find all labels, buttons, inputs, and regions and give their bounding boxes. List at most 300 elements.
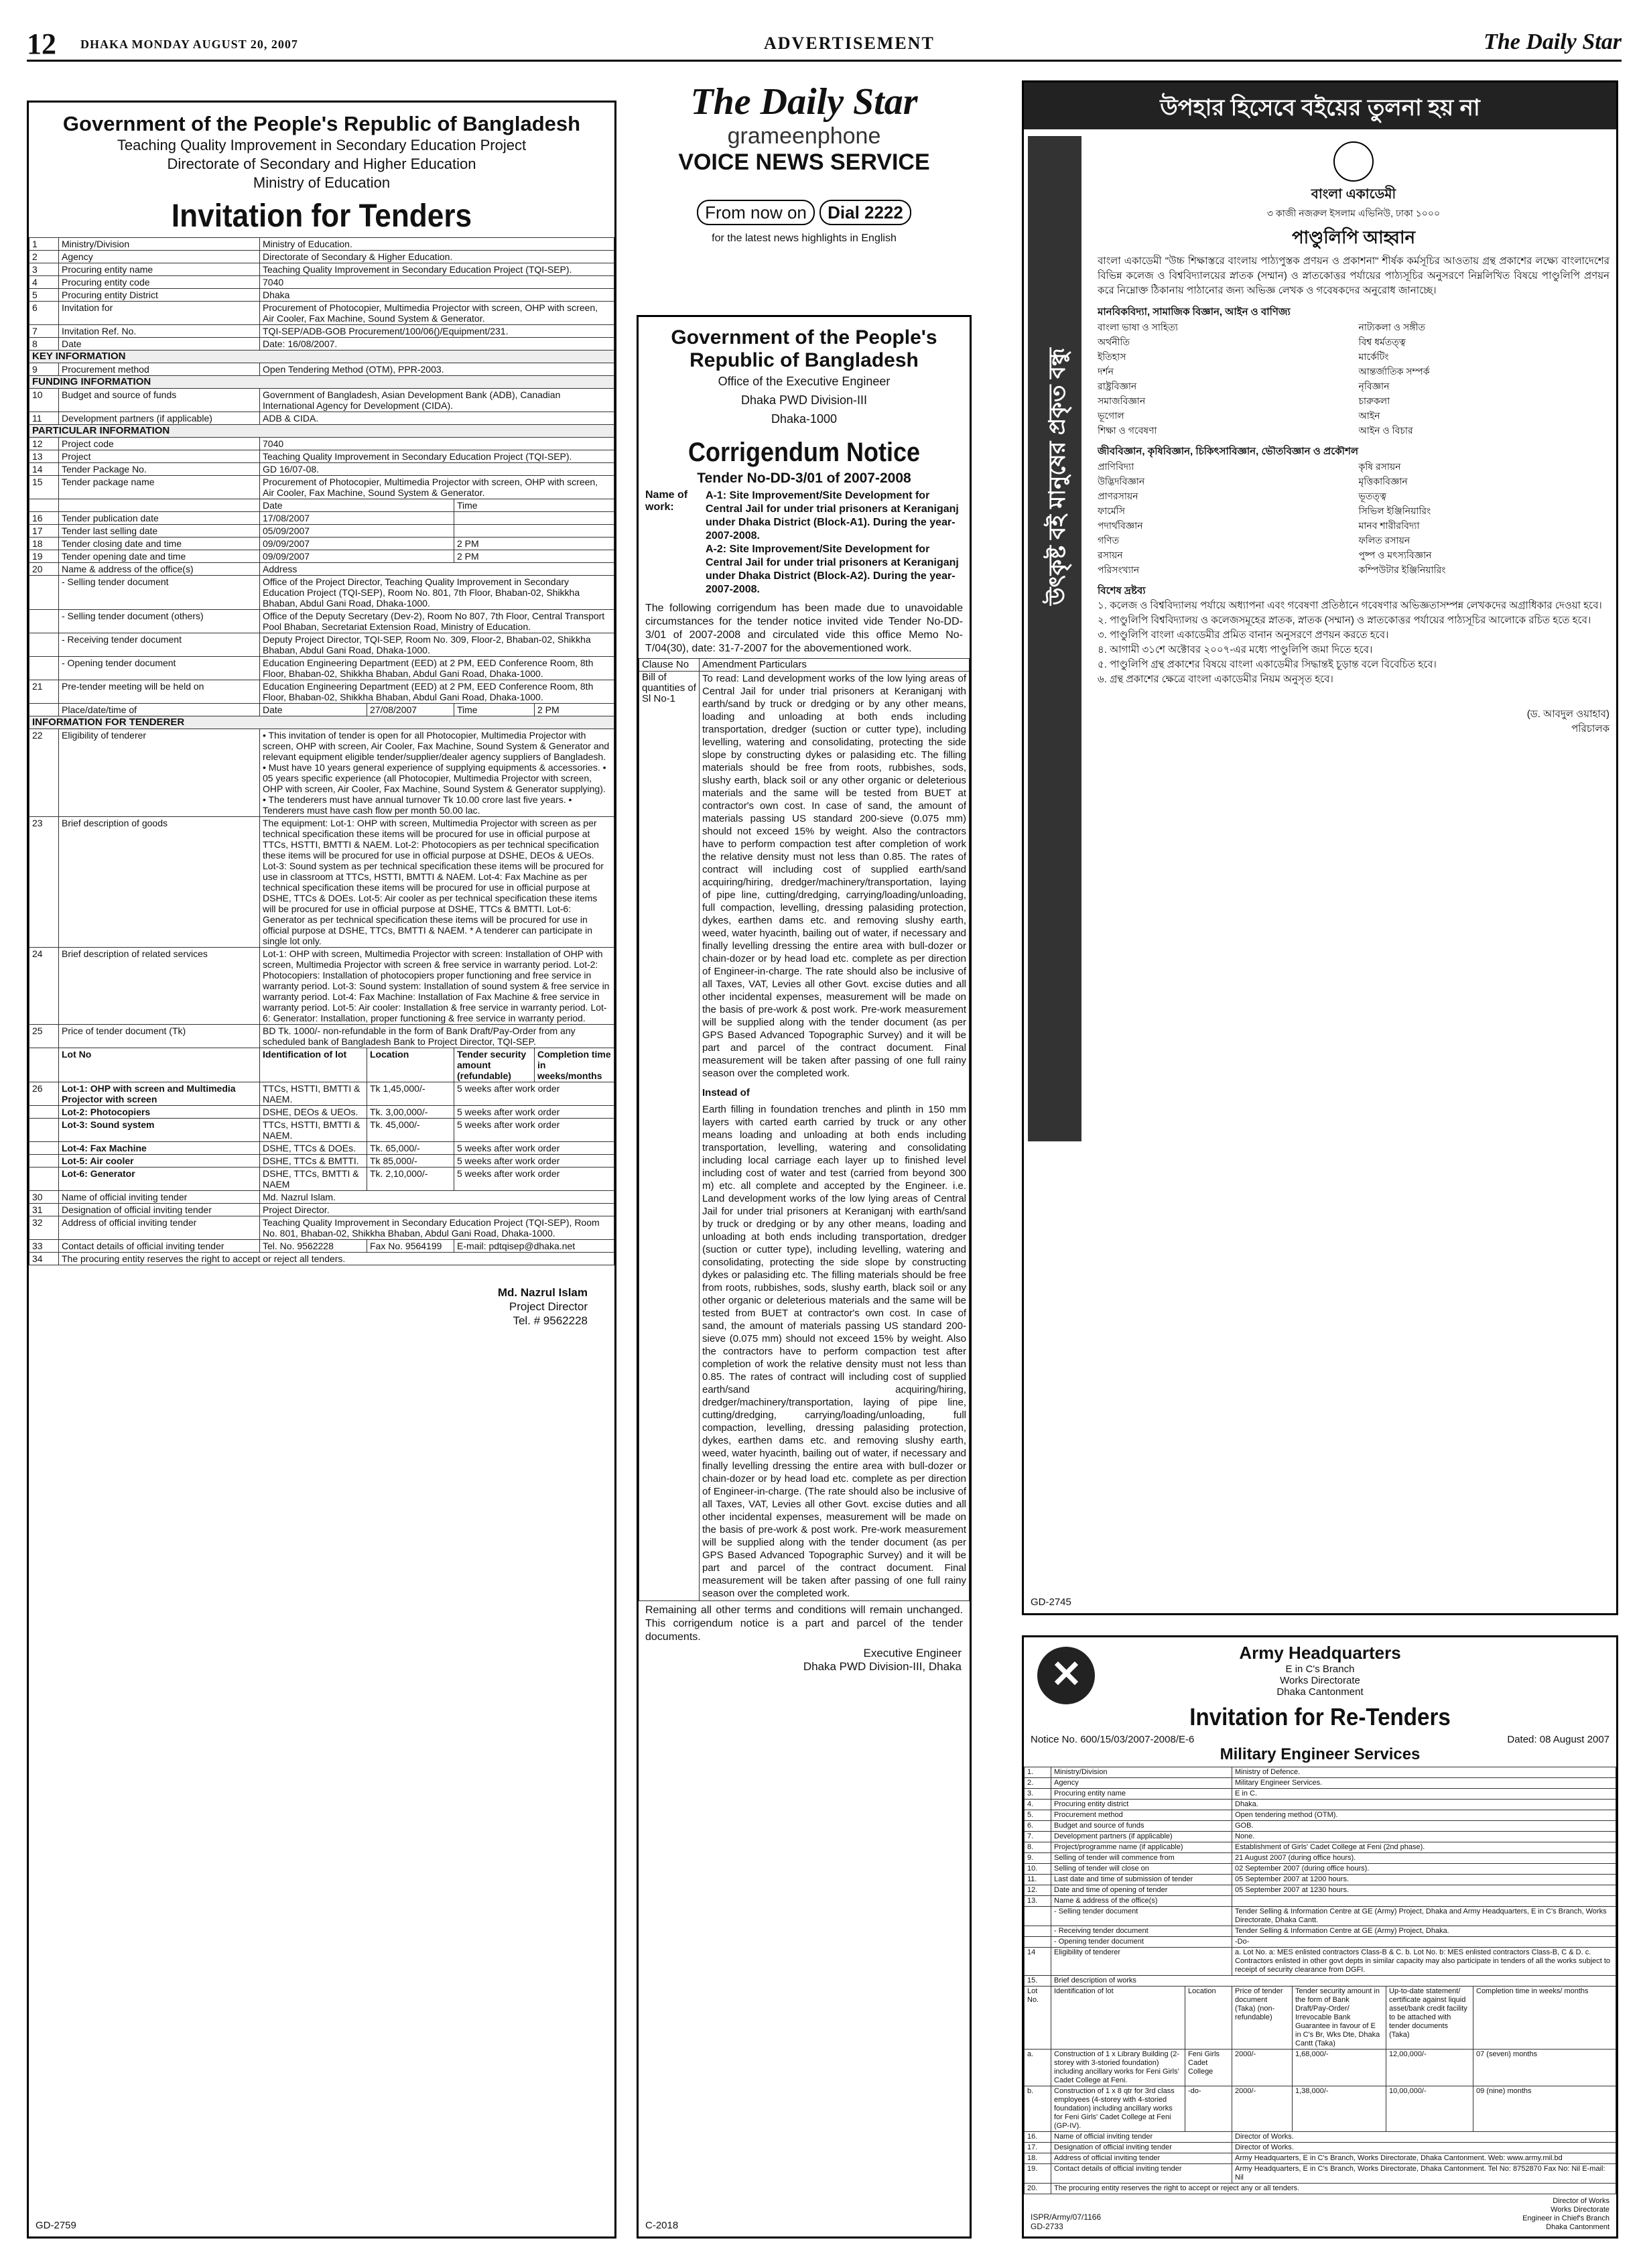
table-cell: 2 [29, 251, 59, 263]
list-item: আইন [1358, 410, 1380, 421]
table-row [1025, 1976, 1616, 1987]
table-cell: E in C. [1232, 1789, 1616, 1800]
table-cell: Open Tendering Method (OTM), PPR-2003. [260, 363, 614, 376]
table-cell: 20 [29, 563, 59, 576]
table-cell: 2 PM [535, 704, 614, 716]
table-row [29, 289, 614, 302]
list-item: উদ্ভিদবিজ্ঞান [1098, 476, 1145, 487]
table-cell: 10,00,000/- [1386, 2086, 1473, 2132]
table-cell [29, 1048, 59, 1082]
table-cell: 14 [29, 463, 59, 476]
table-row [29, 338, 614, 351]
table-cell: 2000/- [1232, 2050, 1293, 2086]
table-cell: 9 [29, 363, 59, 376]
table-row [29, 550, 614, 563]
table-row [29, 1048, 614, 1082]
army-codes [1031, 2212, 1101, 2231]
dsv-partner: grameenphone [727, 123, 881, 149]
table-cell: Procuring entity District [59, 289, 260, 302]
table-row [29, 476, 614, 499]
table-cell: Government of Bangladesh, Asian Development Bank (ADB), Canadian International Agency for Development (CIDA). [260, 389, 614, 412]
ba-banner: উপহার হিসেবে বইয়ের তুলনা হয় না [1024, 82, 1616, 129]
table-row [1025, 1821, 1616, 1832]
list-item: মানব শারীরবিদ্যা [1358, 520, 1420, 531]
table-cell: Construction of 1 x 8 qtr for 3rd class employees (4-storey with 4-storied foundation) including ancillary works for Feni Girls' Cadet College at Feni (GP-IV). [1051, 2086, 1185, 2132]
list-item: রসায়ন [1098, 550, 1123, 560]
table-cell: Up-to-date statement/ certificate against liquid asset/bank credit facility to be attached with tender documents (Taka) [1386, 1987, 1473, 2050]
table-cell: - Receiving tender document [1051, 1926, 1232, 1937]
ba-group1: মানবিকবিদ্যা, সামাজিক বিজ্ঞান, আইন ও বাণিজ্য [1098, 306, 1291, 318]
list-item: পদার্থবিজ্ঞান [1098, 520, 1143, 531]
ba-side-text: উৎকৃষ্ট বই মানুষের প্রকৃত বন্ধু [1045, 348, 1070, 605]
corr-instead: Instead of [702, 1087, 750, 1098]
table-row [1025, 2153, 1616, 2164]
note-item: ৪. আগামী ৩১শে অক্টোবর ২০০৭-এর মধ্যে পাণ্ডুলিপি জমা দিতে হবে। [1098, 644, 1373, 655]
table-cell: 16 [29, 512, 59, 525]
table-cell: Tender publication date [59, 512, 260, 525]
table-cell: Education Engineering Department (EED) at 2 PM, EED Conference Room, 8th Floor, Bhaban-02, Shikkha Bhaban, Abdul Gani Road, Dhaka-1000. [260, 680, 614, 704]
army-sig-line: Dhaka Cantonment [1546, 2223, 1609, 2231]
table-cell [29, 1168, 59, 1191]
table-cell: Procurement of Photocopier, Multimedia Projector with screen, OHP with screen, Air Cooler, Fax Machine, Sound System & Generator. [260, 302, 614, 325]
table-row [29, 817, 614, 948]
table-row [1025, 1907, 1616, 1926]
table-cell: Agency [59, 251, 260, 263]
page-number: 12 [27, 27, 56, 60]
table-cell: 02 September 2007 (during office hours). [1232, 1864, 1616, 1875]
table-row [29, 610, 614, 633]
table-cell: Procurement method [1051, 1810, 1232, 1821]
table-row [29, 704, 614, 716]
tqi-sig-name: Md. Nazrul Islam [497, 1286, 588, 1299]
table-cell: Ministry/Division [1051, 1767, 1232, 1778]
table-row [1025, 1864, 1616, 1875]
list-item: ভূগোল [1098, 410, 1124, 421]
table-cell: Education Engineering Department (EED) at 2 PM, EED Conference Room, 8th Floor, Bhaban-02, Shikkha Bhaban, Abdul Gani Road, Dhaka-1000. [260, 657, 614, 680]
table-cell: 5 weeks after work order [454, 1142, 614, 1155]
masthead [27, 27, 1622, 62]
list-item: আন্তর্জাতিক সম্পর্ক [1358, 366, 1430, 377]
table-cell: 32 [29, 1216, 59, 1240]
table-cell: 17/08/2007 [260, 512, 454, 525]
corr-a1: A-1: Site Improvement/Site Development for Central Jail for under trial prisoners at Keraniganj under Dhaka District (Block-A1). During the year-2007-2008. [706, 490, 959, 542]
table-cell: 5 [29, 289, 59, 302]
table-cell: 1. [1025, 1767, 1051, 1778]
work-row [1025, 2086, 1616, 2132]
ba-special: বিশেষ দ্রষ্টব্য [1098, 585, 1146, 596]
table-cell: Project Director. [260, 1204, 614, 1216]
table-cell: 13 [29, 450, 59, 463]
table-cell: Time [454, 704, 535, 716]
corr-table [639, 658, 970, 1601]
table-cell: Date [59, 338, 260, 351]
table-cell: Dhaka. [1232, 1800, 1616, 1810]
table-cell: Time [454, 499, 614, 512]
table-cell: Lot-5: Air cooler [59, 1155, 260, 1168]
table-cell: - Receiving tender document [59, 633, 260, 657]
table-row [29, 389, 614, 412]
table-row [29, 499, 614, 512]
table-cell: Tender Selling & Information Centre at GE (Army) Project, Dhaka and Army Headquarters, E in C's Branch, Works Directorate, Dhaka Cantt. [1232, 1907, 1616, 1926]
table-cell: 7040 [260, 276, 614, 289]
table-row [29, 729, 614, 817]
table-row [29, 525, 614, 538]
table-cell [29, 657, 59, 680]
table-cell: b. [1025, 2086, 1051, 2132]
table-cell: 15. [1025, 1976, 1051, 1987]
corr-intro: The following corrigendum has been made due to unavoidable circumstances for the tender notice invited vide Tender No-DD-3/01 of 2007-2008 and circulated vide this office Memo No-T/04(30), date: 31-7-2007 for the abovementioned work. [645, 603, 963, 654]
army-table [1024, 1767, 1616, 2194]
table-row [1025, 1853, 1616, 1864]
table-cell: 2. [1025, 1778, 1051, 1789]
table-row [29, 1204, 614, 1216]
table-cell: 24 [29, 948, 59, 1025]
table-cell: Completion time in weeks/months [535, 1048, 614, 1082]
table-cell: - Selling tender document [59, 576, 260, 610]
dsv-dial-from: From now on [697, 200, 815, 225]
table-cell: Location [1185, 1987, 1232, 2050]
table-cell: Designation of official inviting tender [1051, 2143, 1232, 2153]
table-cell: 05/09/2007 [260, 525, 454, 538]
ba-group2: জীববিজ্ঞান, কৃষিবিজ্ঞান, চিকিৎসাবিজ্ঞান, ভৌতবিজ্ঞান ও প্রকৌশল [1098, 446, 1359, 457]
table-cell: Office of the Project Director, Teaching Quality Improvement in Secondary Education Project (TQI-SEP), Room No. 801, 7th Floor, Bhaban-02, Shikkha Bhaban, Abdul Gani Road, Dhaka-1000. [260, 576, 614, 610]
table-cell: Selling of tender will commence from [1051, 1853, 1232, 1864]
tqi-sig-title: Project Director [509, 1300, 588, 1313]
table-row [1025, 1937, 1616, 1948]
table-cell: • This invitation of tender is open for all Photocopier, Multimedia Projector with screen, OHP with screen, Air Cooler, Fax Machine, Sound System & Generator and relevant equipment eligible tender/supplier/dealer agency suppliers of Bangladesh. • Must have 10 years general experience of supplying equipments & accessories. • 05 years specific experience (all Photocopier, Multimedia Projector with screen, OHP with screen, Air Cooler, Fax Machine, Sound System & Generator supplying). • The tenderers must have annual turnover Tk 10.00 crore last five years. • Tenderers must have cash flow per month 50.00 lac. [260, 729, 614, 817]
ba-addr: ৩ কাজী নজরুল ইসলাম এভিনিউ, ঢাকা ১০০০ [1266, 208, 1441, 218]
corr-title: Corrigendum Notice [687, 438, 921, 467]
list-item: ইতিহাস [1098, 351, 1126, 362]
ba-seal-icon [1333, 141, 1374, 182]
list-item: কৃষি রসায়ন [1358, 461, 1401, 472]
table-cell [29, 1155, 59, 1168]
table-cell: Agency [1051, 1778, 1232, 1789]
tqi-ministry: Ministry of Education [253, 174, 391, 191]
work-row [1025, 2050, 1616, 2086]
table-cell: Procuring entity district [1051, 1800, 1232, 1810]
army-branch: E in C's Branch [1285, 1663, 1355, 1675]
table-cell: 10. [1025, 1864, 1051, 1875]
list-item: ভূতত্ত্ব [1358, 491, 1386, 501]
table-cell: Designation of official inviting tender [59, 1204, 260, 1216]
army-sig-line: Works Directorate [1551, 2206, 1609, 2214]
list-item: মৃত্তিকাবিজ্ঞান [1358, 476, 1408, 487]
table-row [1025, 1842, 1616, 1853]
corr-sig: Executive Engineer [863, 1647, 962, 1659]
table-row [1025, 2132, 1616, 2143]
table-cell: Office of the Deputy Secretary (Dev-2), Room No 807, 7th Floor, Central Transport Pool Bhaban, Secretariat Extension Road, Ministry of Education. [260, 610, 614, 633]
table-cell: Tk 1,45,000/- [367, 1082, 454, 1106]
tqi-code: GD-2759 [36, 2220, 76, 2231]
army-signature [1024, 2194, 1616, 2234]
corr-office: Office of the Executive Engineer [718, 375, 891, 388]
table-cell [29, 1142, 59, 1155]
ba-signature [1098, 707, 1609, 737]
table-cell: Lot-1: OHP with screen and Multimedia Projector with screen [59, 1082, 260, 1106]
table-cell [1232, 1896, 1616, 1907]
table-row [29, 302, 614, 325]
table-cell [29, 1106, 59, 1119]
table-cell: Budget and source of funds [59, 389, 260, 412]
table-cell: GOB. [1232, 1821, 1616, 1832]
list-item: সমাজবিজ্ঞান [1098, 395, 1146, 406]
table-row [29, 563, 614, 576]
note-item: ৫. পাণ্ডুলিপি গ্রন্থ প্রকাশের বিষয়ে বাংলা একাডেমীর সিদ্ধান্তই চূড়ান্ত বলে বিবেচিত হবে। [1098, 659, 1437, 670]
table-cell: Contact details of official inviting tender [1051, 2164, 1232, 2184]
table-row [29, 263, 614, 276]
army-dte: Works Directorate [1280, 1675, 1360, 1686]
army-cant: Dhaka Cantonment [1276, 1686, 1364, 1698]
list-item: অর্থনীতি [1098, 336, 1130, 347]
table-cell: 16. [1025, 2132, 1051, 2143]
army-retender-ad [1022, 1635, 1618, 2239]
table-cell: Feni Girls Cadet College [1185, 2050, 1232, 2086]
corr-amend-hd: Amendment Particulars [700, 659, 970, 672]
table-cell: Establishment of Girls' Cadet College at Feni (2nd phase). [1232, 1842, 1616, 1853]
table-cell: 20. [1025, 2184, 1051, 2194]
table-cell: -do- [1185, 2086, 1232, 2132]
table-cell: Army Headquarters, E in C's Branch, Works Directorate, Dhaka Cantonment. Web: www.army.mil.bd [1232, 2153, 1616, 2164]
table-row [29, 450, 614, 463]
table-cell [1025, 1907, 1051, 1926]
table-cell: 19 [29, 550, 59, 563]
tqi-project: Teaching Quality Improvement in Secondary Education Project [117, 137, 527, 153]
table-cell [29, 499, 59, 512]
ba-sig-title: পরিচালক [1571, 723, 1609, 735]
table-cell: Tk. 2,10,000/- [367, 1168, 454, 1191]
table-cell: -Do- [1232, 1937, 1616, 1948]
table-cell: Invitation for [59, 302, 260, 325]
table-cell: Construction of 1 x Library Building (2-storey with 3-storied foundation) including ancillary works for Feni Girls' Cadet College at Feni. [1051, 2050, 1185, 2086]
ba-body [1098, 136, 1609, 737]
lot-row [29, 1155, 614, 1168]
army-title: Invitation for Re-Tenders [1189, 1703, 1451, 1730]
army-sig-line: Director of Works [1553, 2197, 1609, 2205]
corr-work-items [706, 489, 963, 596]
table-cell: Completion time in weeks/ months [1473, 1987, 1616, 2050]
table-cell: 2 PM [454, 550, 614, 563]
table-cell: Teaching Quality Improvement in Secondary Education Project (TQI-SEP). [260, 263, 614, 276]
army-code2: GD-2733 [1031, 2222, 1063, 2231]
table-cell: 10 [29, 389, 59, 412]
table-cell [1025, 1937, 1051, 1948]
note-item: ১. কলেজ ও বিশ্ববিদ্যালয় পর্যায়ে অধ্যাপনা এবং গবেষণা প্রতিষ্ঠানে গবেষণার অভিজ্ঞতাসম্পন্ন লেখকদের অগ্রাধিকার দেওয়া হবে। [1098, 600, 1602, 611]
table-cell: Deputy Project Director, TQI-SEP, Room No. 309, Floor-2, Bhaban-02, Shikkha Bhaban, Abdul Gani Road, Dhaka-1000. [260, 633, 614, 657]
table-cell: Budget and source of funds [1051, 1821, 1232, 1832]
corr-gov: Government of the People's Republic of Bangladesh [671, 326, 937, 371]
table-cell: Director of Works. [1232, 2132, 1616, 2143]
table-cell: The procuring entity reserves the right to accept or reject any or all tenders. [1051, 2184, 1616, 2194]
lot-row [29, 1142, 614, 1155]
dsv-note: for the latest news highlights in English [712, 233, 897, 244]
table-cell [454, 525, 614, 538]
table-cell: Teaching Quality Improvement in Secondary Education Project (TQI-SEP). [260, 450, 614, 463]
table-cell: 30 [29, 1191, 59, 1204]
table-row [1025, 1810, 1616, 1821]
tqi-gov: Government of the People's Republic of Bangladesh [62, 112, 581, 135]
table-cell: Last date and time of submission of tender [1051, 1875, 1232, 1885]
ba-intro: বাংলা একাডেমী "উচ্চ শিক্ষাস্তরে বাংলায় পাঠ্যপুস্তক প্রণয়ন ও প্রকাশনা" শীর্ষক কর্মসূচির আওতায় গ্রন্থ প্রকাশের লক্ষ্যে বাংলাদেশের বিভিন্ন কলেজ ও বিশ্ববিদ্যালয়ের স্নাতক (সম্মান) ও স্নাতকোত্তর পর্যায়ের পাঠ্যসূচির অনুসরণে নিম্নলিখিত বিষয়ে পাণ্ডুলিপি প্রণয়ন করে নিম্নোক্ত ঠিকানায় পাঠানোর জন্য অভিজ্ঞ লেখক ও গবেষকদের অনুরোধ জানাচ্ছে। [1098, 255, 1609, 296]
list-item: প্রাণিবিদ্যা [1098, 461, 1134, 472]
section-header [29, 716, 614, 729]
list-item: চারুকলা [1358, 395, 1390, 406]
table-cell: - Selling tender document [1051, 1907, 1232, 1926]
table-row [1025, 1875, 1616, 1885]
list-item: প্রাণরসায়ন [1098, 491, 1138, 501]
army-hq: Army Headquarters [1239, 1643, 1401, 1663]
table-cell: Name of official inviting tender [59, 1191, 260, 1204]
table-cell: Open tendering method (OTM). [1232, 1810, 1616, 1821]
table-cell: 2000/- [1232, 2086, 1293, 2132]
table-row [29, 412, 614, 425]
table-cell: 12. [1025, 1885, 1051, 1896]
table-cell: Location [367, 1048, 454, 1082]
section-header [29, 425, 614, 438]
table-cell: 1,68,000/- [1293, 2050, 1386, 2086]
table-cell: 26 [29, 1082, 59, 1106]
table-cell [59, 499, 260, 512]
table-cell: The procuring entity reserves the right to accept or reject all tenders. [59, 1253, 614, 1265]
table-cell: DSHE, TTCs & DOEs. [260, 1142, 367, 1155]
corr-header [639, 317, 970, 431]
ba-code: GD-2745 [1031, 1596, 1071, 1608]
ba-sig: (ড. আবদুল ওয়াহাব) [1526, 708, 1609, 720]
corr-clause: Bill of quantities of Sl No-1 [639, 672, 700, 1601]
table-cell: Tender opening date and time [59, 550, 260, 563]
table-cell: Tender security amount (refundable) [454, 1048, 535, 1082]
table-cell: 4 [29, 276, 59, 289]
table-cell: 17. [1025, 2143, 1051, 2153]
table-cell: TQI-SEP/ADB-GOB Procurement/100/06()/Equipment/231. [260, 325, 614, 338]
table-cell: 18 [29, 538, 59, 550]
table-cell: Invitation Ref. No. [59, 325, 260, 338]
army-sig-line: Engineer in Chief's Branch [1522, 2214, 1609, 2222]
army-notice-row [1024, 1734, 1616, 1745]
table-cell: Address of official inviting tender [1051, 2153, 1232, 2164]
table-cell: 5 weeks after work order [454, 1155, 614, 1168]
table-row [1025, 1767, 1616, 1778]
table-cell: Brief description of works [1051, 1976, 1616, 1987]
lot-row [29, 1106, 614, 1119]
tqi-directorate: Directorate of Secondary and Higher Education [167, 155, 476, 172]
table-cell: E-mail: pdtqisep@dhaka.net [454, 1240, 614, 1253]
table-cell [454, 512, 614, 525]
corr-amend [700, 672, 970, 1601]
table-cell: ADB & CIDA. [260, 412, 614, 425]
table-cell: 31 [29, 1204, 59, 1216]
ba-list1 [1098, 320, 1609, 438]
army-crest-icon [1037, 1647, 1095, 1704]
table-cell: Procuring entity name [59, 263, 260, 276]
table-row [1025, 1832, 1616, 1842]
table-cell: Identification of lot [1051, 1987, 1185, 2050]
list-item: শিক্ষা ও গবেষণা [1098, 425, 1157, 436]
table-row [29, 325, 614, 338]
army-mes: Military Engineer Services [1220, 1745, 1421, 1763]
dateline: DHAKA MONDAY AUGUST 20, 2007 [80, 38, 298, 51]
table-cell: 14 [1025, 1948, 1051, 1976]
ba-side-banner [1028, 136, 1081, 1141]
table-cell: 12 [29, 438, 59, 450]
list-item: দর্শন [1098, 366, 1114, 377]
corr-footer: Remaining all other terms and conditions will remain unchanged. This corrigendum notice is a part and parcel of the tender documents. [645, 1604, 963, 1643]
army-header [1024, 1637, 1616, 1734]
table-cell: - Opening tender document [1051, 1937, 1232, 1948]
table-cell: 7 [29, 325, 59, 338]
table-cell: 11 [29, 412, 59, 425]
table-cell: Tk 85,000/- [367, 1155, 454, 1168]
table-cell: Lot No. [1025, 1987, 1051, 2050]
table-row [29, 438, 614, 450]
list-item: বিশ্ব ধর্মতত্ত্ব [1358, 336, 1406, 347]
table-cell: 4. [1025, 1800, 1051, 1810]
table-cell: Tender package name [59, 476, 260, 499]
table-cell: Lot-1: OHP with screen, Multimedia Projector with screen: Installation of OHP with screen, Multimedia Projector with screen & free service in warranty period. Lot-2: Photocopiers: Installation of photocopiers proper functioning and free service in warranty period. Lot-3: Sound system: Installation of sound system & free service in warranty period. Lot-4: Fax Machine: Installation of Fax Machine & free service in warranty period. Lot-5: Air cooler: Installation & free service in warranty period. Lot-6: Generator: Installation, proper functioning & free service in warranty period. [260, 948, 614, 1025]
table-cell: Procurement of Photocopier, Multimedia Projector with screen, OHP with screen, Air Cooler, Fax Machine, Sound System & Generator. [260, 476, 614, 499]
table-cell: Tender last selling date [59, 525, 260, 538]
table-cell: 19. [1025, 2164, 1051, 2184]
corr-work-label: Name of work: [645, 489, 688, 513]
table-cell: 15 [29, 476, 59, 499]
list-item: সিভিল ইঞ্জিনিয়ারিং [1358, 505, 1431, 516]
table-cell: Procuring entity code [59, 276, 260, 289]
table-cell: Tender security amount in the form of Bank Draft/Pay-Order/ Irrevocable Bank Guarantee in favour of E in C's Br, Wks Dte, Dhaka Cantt (Taka) [1293, 1987, 1386, 2050]
table-cell: 1 [29, 238, 59, 251]
dsv-dial-row [637, 202, 972, 223]
table-row [1025, 1987, 1616, 2050]
table-cell: 05 September 2007 at 1200 hours. [1232, 1875, 1616, 1885]
table-row [1025, 2164, 1616, 2184]
army-code1: ISPR/Army/07/1166 [1031, 2212, 1102, 2222]
corr-code: C-2018 [645, 2220, 679, 2231]
table-cell: Brief description of related services [59, 948, 260, 1025]
table-cell: DSHE, TTCs, BMTTI & NAEM [260, 1168, 367, 1191]
table-cell: 7040 [260, 438, 614, 450]
table-cell: Name & address of the office(s) [1051, 1896, 1232, 1907]
table-cell: Md. Nazrul Islam. [260, 1191, 614, 1204]
table-cell: Tk. 65,000/- [367, 1142, 454, 1155]
table-row [1025, 1926, 1616, 1937]
section-header [29, 376, 614, 389]
corr-read: To read: Land development works of the low lying areas of Central Jail for under trial prisoners at Keraniganj with earth/sand by truck or dredging or by any other means, loading and unloading at both ends including transportation, dredger (suction or cutter type), including levelling, watering and consolidating, protecting the side slope by constructing dykes or palasiding etc. The filling materials should be free from roots, rubbishes, sods, slushy earth, black soil or any other organic or deleterious materials and the same will be tested from BUET at contractor's own cost. In case of sand, the amount of materials passing US standard 200-sieve (0.075 mm) should not exceed 15% by weight. Also the contractors have to perform compaction test after completion of work the relative density must not less than 0.85. The rates of contract will including cost of supplied earth/sand acquiring/hiring, dredger/machinery/transportation, laying of pipe line, cutting/dredging, carrying/loading/unloading, full compaction, levelling, dressing palasiding protection, dykes, earthen dams etc. and removing slushy earth, weed, water hyacinth, bailing out of water, if necessary and finally levelling dressing the entire area with bull-dozer or chain-dozer or by head load etc. complete as per direction of Engineer-in-charge. The rate should also be inclusive of all Taxes, VAT, Levies all other Govt. excise duties and all other incidental expenses, measurement will be made on the basis of pre-work & post work. Pre-work measurement will be supplied along with the tender document (as per GPS Based Advanced Topographic Survey) and it will be part and parcel of the contract document. Final measurement will be taken after passing of one full rainy season over the completed work. [702, 673, 966, 1079]
table-row [29, 680, 614, 704]
table-cell: 6. [1025, 1821, 1051, 1832]
table-cell: Dhaka [260, 289, 614, 302]
table-cell: - Selling tender document (others) [59, 610, 260, 633]
table-row [29, 512, 614, 525]
list-item: ফার্মেসি [1098, 505, 1125, 516]
table-cell [29, 610, 59, 633]
table-cell: Name & address of the office(s) [59, 563, 260, 576]
table-cell [1025, 1926, 1051, 1937]
table-cell: Lot-4: Fax Machine [59, 1142, 260, 1155]
bangla-academy-ad [1022, 80, 1618, 1615]
tqi-tender-ad [27, 101, 616, 2239]
list-item: পুষ্প ও মৎস্যবিজ্ঞান [1358, 550, 1432, 560]
lot-row [29, 1119, 614, 1142]
table-cell: 33 [29, 1240, 59, 1253]
table-cell: Contact details of official inviting tender [59, 1240, 260, 1253]
table-cell [29, 1119, 59, 1142]
tqi-header [29, 103, 614, 237]
table-cell: Date and time of opening of tender [1051, 1885, 1232, 1896]
table-cell: Project code [59, 438, 260, 450]
table-row [1025, 1789, 1616, 1800]
table-row [1025, 2184, 1616, 2194]
table-cell: DSHE, TTCs & BMTTI. [260, 1155, 367, 1168]
table-cell: Address [260, 563, 614, 576]
